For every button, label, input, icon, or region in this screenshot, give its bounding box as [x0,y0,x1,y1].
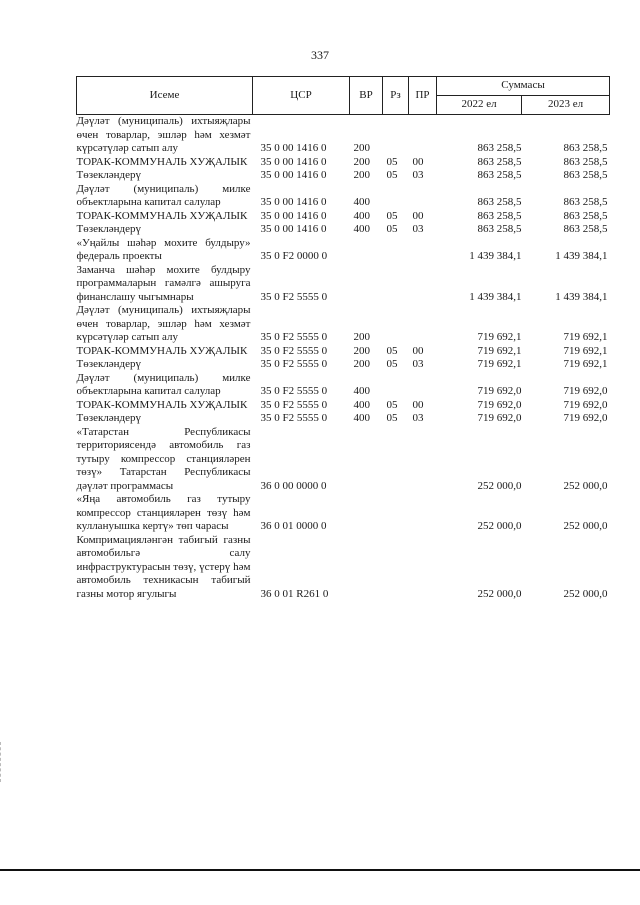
row-pr [409,183,437,210]
row-rz [383,426,409,494]
table-row [77,156,610,170]
row-amount-2023: 719 692,1 [563,344,608,357]
row-csr: 35 0 F2 5555 0 [260,358,328,370]
table-row [77,412,610,426]
table-row [77,210,610,224]
row-amount-2022: 719 692,1 [477,344,522,357]
row-csr: 36 0 00 0000 0 [260,479,327,492]
row-rz: 05 [386,358,398,370]
row-amount-2023: 863 258,5 [563,169,608,181]
table-row [77,372,610,399]
row-name: «Уңайлы шәһәр мохите булдыру» федераль проекты [76,236,251,262]
row-pr: 00 [412,155,424,168]
row-csr: 35 0 F2 5555 0 [260,398,328,411]
row-pr [409,304,437,345]
row-pr: 03 [412,358,424,370]
table-row [77,223,610,237]
row-amount-2022: 719 692,0 [477,385,522,397]
header-year-2022: 2022 ел [437,96,522,115]
row-name: «Татарстан Республикасы территориясендә автомобиль газ тутыру компрессор станцияләрен төзү» Татарстан Республикасы дәүләт программасы [76,425,251,492]
row-rz: 05 [386,209,398,222]
row-pr: 03 [412,223,424,235]
row-csr: 35 0 F2 5555 0 [260,344,328,357]
row-vr: 400 [353,385,370,397]
row-vr: 200 [353,169,370,181]
row-rz [383,372,409,399]
header-name: Исеме [77,77,253,115]
row-pr: 00 [412,344,424,357]
row-rz: 05 [386,169,398,181]
row-amount-2022: 252 000,0 [477,520,522,532]
table-row [77,169,610,183]
row-pr [409,534,437,602]
scan-edge-mark [0,742,3,782]
row-amount-2022: 719 692,0 [477,412,522,424]
header-year-2023: 2023 ел [522,96,610,115]
header-sums: Суммасы [437,77,610,96]
row-pr [409,493,437,534]
table-header [77,77,610,115]
row-name: Дәүләт (муниципаль) милке объектларына капитал салулар [76,371,251,397]
row-name: Дәүләт (муниципаль) ихтыяҗлары өчен товарлар, эшләр һәм хезмәт күрсәтүләр сатып алу [76,304,251,343]
row-rz [383,304,409,345]
row-amount-2023: 252 000,0 [563,587,608,600]
row-rz [383,237,409,264]
row-csr: 36 0 01 0000 0 [260,520,327,532]
row-pr [409,264,437,305]
row-pr [409,372,437,399]
row-amount-2023: 719 692,0 [563,412,608,424]
row-vr: 200 [353,344,370,357]
row-amount-2023: 719 692,0 [563,398,608,411]
row-vr: 200 [353,155,370,168]
row-vr: 400 [353,209,370,222]
row-csr: 35 0 F2 0000 0 [260,250,328,262]
row-vr [350,426,383,494]
row-vr [350,493,383,534]
row-rz: 05 [386,398,398,411]
table-row [77,183,610,210]
page-bottom-border [0,869,640,905]
row-amount-2023: 863 258,5 [563,142,608,154]
table-row [77,426,610,494]
row-vr [350,264,383,305]
table-row [77,237,610,264]
row-vr: 400 [353,223,370,235]
row-amount-2023: 1 439 384,1 [555,290,608,303]
row-amount-2022: 863 258,5 [477,223,522,235]
table-row [77,399,610,413]
table-row [77,493,610,534]
row-csr: 35 0 00 1416 0 [260,155,327,168]
row-pr [409,115,437,156]
row-amount-2022: 863 258,5 [477,196,522,208]
row-amount-2023: 1 439 384,1 [555,250,608,262]
row-name: ТОРАК-КОММУНАЛЬ ХУҖАЛЫК [76,344,248,357]
row-csr: 35 0 F2 5555 0 [260,412,328,424]
row-name: ТОРАК-КОММУНАЛЬ ХУҖАЛЫК [76,209,248,222]
row-name: ТОРАК-КОММУНАЛЬ ХУҖАЛЫК [76,155,248,168]
row-csr: 35 0 00 1416 0 [260,142,327,154]
row-csr: 35 0 00 1416 0 [260,169,327,181]
row-name: «Яңа автомобиль газ тутыру компрессор станцияләрен төзү һәм куллануышка кертү» төп чарасы [76,493,251,532]
row-vr: 400 [353,196,370,208]
row-name: Заманча шәһәр мохите булдыру программаларын гамәлгә ашыруга финанслашу чыгымнары [76,263,251,303]
row-csr: 35 0 F2 5555 0 [260,385,328,397]
row-name: Төзекләндерү [76,358,142,370]
row-rz: 05 [386,223,398,235]
row-vr [350,237,383,264]
row-vr: 400 [353,398,370,411]
row-rz [383,264,409,305]
row-pr: 03 [412,169,424,181]
row-rz [383,183,409,210]
row-amount-2023: 863 258,5 [563,209,608,222]
row-amount-2022: 863 258,5 [477,209,522,222]
row-amount-2022: 719 692,0 [477,398,522,411]
row-vr: 400 [353,412,370,424]
row-amount-2022: 719 692,1 [477,331,522,343]
row-name: Төзекләндерү [76,223,142,235]
budget-table [76,76,610,601]
header-pr: ПР [409,77,437,115]
row-csr: 35 0 00 1416 0 [260,196,327,208]
table-row [77,264,610,305]
row-pr: 00 [412,398,424,411]
row-csr: 36 0 01 R261 0 [260,587,329,600]
page-number: 337 [311,48,329,62]
row-pr [409,237,437,264]
row-amount-2023: 252 000,0 [563,479,608,492]
row-amount-2023: 863 258,5 [563,155,608,168]
row-csr: 35 0 F2 5555 0 [260,331,328,343]
row-name: Компримацияләнгән табигый газны автомобильгә салу инфраструктурасын төзү, үстерү һәм автомобиль техникасын табигый газны мотор ягулыгы [76,533,251,600]
table-row [77,304,610,345]
row-vr [350,534,383,602]
row-amount-2022: 1 439 384,1 [469,250,522,262]
row-vr: 200 [353,358,370,370]
row-csr: 35 0 00 1416 0 [260,223,327,235]
header-rz: Рз [383,77,409,115]
row-vr: 200 [353,142,370,154]
row-amount-2022: 863 258,5 [477,169,522,181]
row-vr: 200 [353,331,370,343]
row-amount-2022: 252 000,0 [477,479,522,492]
row-amount-2023: 252 000,0 [563,520,608,532]
row-amount-2022: 1 439 384,1 [469,290,522,303]
row-name: Дәүләт (муниципаль) ихтыяҗлары өчен товарлар, эшләр һәм хезмәт күрсәтүләр сатып алу [76,115,251,154]
row-name: Дәүләт (муниципаль) милке объектларына капитал салулар [76,182,251,208]
row-name: ТОРАК-КОММУНАЛЬ ХУҖАЛЫК [76,398,248,411]
row-csr: 35 0 F2 5555 0 [260,290,328,303]
row-name: Төзекләндерү [76,169,142,181]
row-rz: 05 [386,344,398,357]
row-rz [383,534,409,602]
row-pr: 03 [412,412,424,424]
table-row [77,115,610,156]
row-pr [409,426,437,494]
header-vr: ВР [350,77,383,115]
table-row [77,345,610,359]
row-amount-2022: 863 258,5 [477,155,522,168]
row-rz: 05 [386,412,398,424]
row-amount-2022: 719 692,1 [477,358,522,370]
row-amount-2023: 719 692,0 [563,385,608,397]
row-amount-2023: 719 692,1 [563,331,608,343]
row-amount-2023: 719 692,1 [563,358,608,370]
table-row [77,358,610,372]
row-rz [383,115,409,156]
row-csr: 35 0 00 1416 0 [260,209,327,222]
header-csr: ЦСР [253,77,350,115]
table-row [77,534,610,602]
table-body [77,115,610,602]
row-pr: 00 [412,209,424,222]
row-amount-2023: 863 258,5 [563,223,608,235]
row-amount-2022: 863 258,5 [477,142,522,154]
row-amount-2023: 863 258,5 [563,196,608,208]
row-rz [383,493,409,534]
row-amount-2022: 252 000,0 [477,587,522,600]
row-rz: 05 [386,155,398,168]
row-name: Төзекләндерү [76,412,142,424]
